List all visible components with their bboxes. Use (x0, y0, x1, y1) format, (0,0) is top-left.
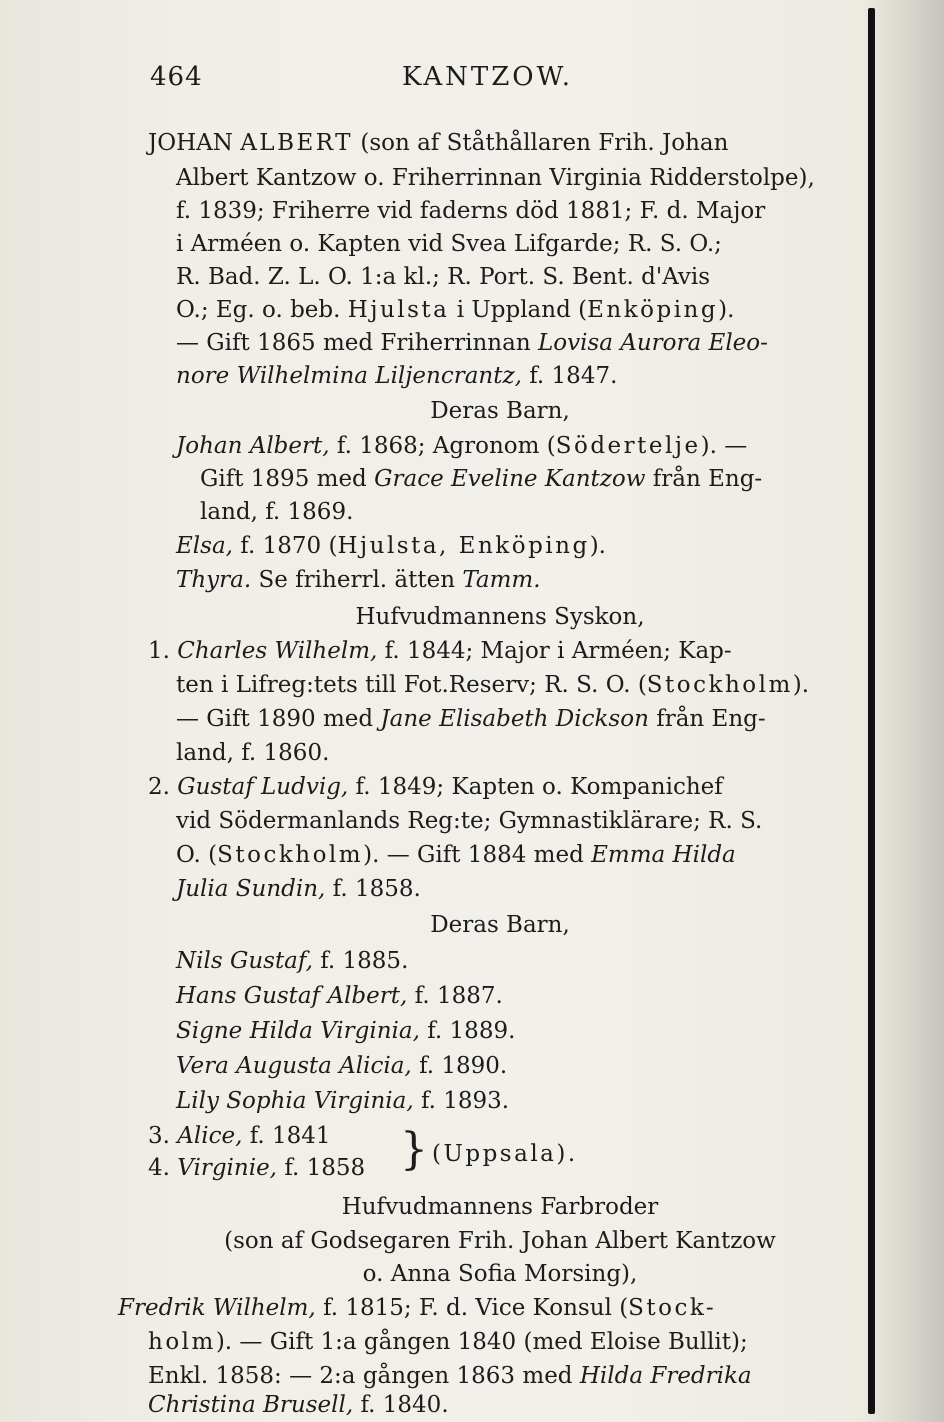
child-thyra (176, 563, 541, 597)
entry-name-first: JOHAN (148, 130, 233, 156)
uncle-parentage-1: (son af Godsegaren Frih. Johan Albert Kantzow (224, 1228, 776, 1254)
entry-line-3: f. 1839; Friherre vid faderns död 1881; F. d. Major (176, 198, 766, 224)
grandchild-4 (176, 1049, 507, 1083)
grandchild-5 (176, 1084, 509, 1118)
uncle-marriage-2: Enkl. 1858: — 2:a gången 1863 med (148, 1363, 573, 1389)
entry-line-7 (176, 326, 768, 360)
sibling-1-close: ). (792, 672, 810, 698)
child-elsa-born: f. 1870 ( (240, 533, 338, 559)
entry-estate-prefix: O.; Eg. o. beb. (176, 297, 341, 323)
entry-line-6 (176, 293, 734, 327)
page-edge-line (868, 8, 875, 1414)
child-johan-marriage: Gift 1895 med (200, 466, 367, 492)
uncle-marriage-1: ). — Gift 1:a gången 1840 (med Eloise Bullit); (215, 1329, 748, 1355)
sibling-3 (148, 1119, 331, 1153)
entry-marriage: — Gift 1865 med Friherrinnan (176, 330, 531, 356)
grandchild-5-born: f. 1893. (420, 1088, 510, 1114)
grandchild-4-born: f. 1890. (419, 1053, 508, 1079)
grandchild-1 (176, 944, 408, 978)
child-thyra-name: Thyra. (176, 567, 252, 593)
entry-line-2: Albert Kantzow o. Friherrinnan Virginia Ridderstolpe), (176, 165, 815, 191)
grandchild-1-name: Nils Gustaf, (176, 948, 313, 974)
child-johan-line-3: land, f. 1869. (200, 499, 354, 525)
entry-spouse-born: f. 1847. (529, 363, 618, 389)
sibling-3-born: f. 1841 (249, 1123, 331, 1149)
grandchild-4-name: Vera Augusta Alicia, (176, 1053, 412, 1079)
sibling-1-career: ten i Lifreg:tets till Fot.Reserv; R. S. O. ( (176, 672, 647, 698)
sibling-2-place: Stockholm (217, 842, 364, 868)
child-elsa-place: Hjulsta, Enköping (337, 533, 590, 559)
sibling-4-born: f. 1858 (284, 1155, 366, 1181)
uncle-line-1 (118, 1291, 716, 1325)
sibling-4-number: 4. (148, 1155, 170, 1181)
entry-name-second: ALBERT (240, 130, 354, 156)
sibling-2 (148, 770, 723, 804)
entry-estate-close: ). (718, 297, 735, 323)
sibling-2-children-heading: Deras Barn, (430, 912, 570, 938)
child-elsa-name: Elsa, (176, 533, 233, 559)
uncle-parentage-2: o. Anna Sofia Morsing), (362, 1261, 638, 1287)
grandchild-3 (176, 1014, 515, 1048)
grandchild-2 (176, 979, 503, 1013)
entry-parentage: (son af Ståthållaren Frih. Johan (360, 130, 729, 156)
entry-spouse-name-a: Lovisa Aurora Eleo- (537, 330, 768, 356)
sibling-2-line-2: vid Södermanlands Reg:te; Gymnastiklärare; R. S. (176, 808, 763, 834)
uncle-line-4 (148, 1388, 449, 1422)
sibling-3-number: 3. (148, 1123, 170, 1149)
entry-estate-name: Hjulsta (347, 297, 450, 323)
sibling-1-line-2 (176, 668, 809, 702)
child-thyra-note: Se friherrl. ätten (258, 567, 456, 593)
sibling-3-4-brace: } (400, 1124, 428, 1175)
sibling-2-line-4 (176, 872, 421, 906)
entry-line-8 (176, 359, 617, 393)
sibling-1 (148, 634, 732, 668)
page-number: 464 (150, 62, 203, 92)
entry-line-5: R. Bad. Z. L. O. 1:a kl.; R. Port. S. Bent. d'Avis (176, 264, 711, 290)
child-johan-origin: från Eng- (652, 466, 763, 492)
children-heading: Deras Barn, (430, 398, 570, 424)
uncle-name: Fredrik Wilhelm, (118, 1295, 316, 1321)
child-johan (176, 429, 747, 463)
child-johan-born: f. 1868; Agronom ( (336, 433, 556, 459)
sibling-3-name: Alice, (177, 1123, 243, 1149)
sibling-2-marriage: ). — Gift 1884 med (363, 842, 584, 868)
sibling-2-spouse-a: Emma Hilda (591, 842, 736, 868)
sibling-1-place: Stockholm (646, 672, 793, 698)
uncle-spouse-a: Hilda Fredrika (579, 1363, 752, 1389)
grandchild-3-name: Signe Hilda Virginia, (176, 1018, 420, 1044)
sibling-4 (148, 1151, 365, 1185)
page-header (150, 62, 850, 102)
grandchild-5-name: Lily Sophia Virginia, (176, 1088, 414, 1114)
entry-estate-town: Enköping (587, 297, 719, 323)
sibling-1-info: f. 1844; Major i Arméen; Kap- (384, 638, 732, 664)
entry-spouse-name-b: nore Wilhelmina Liljencrantz, (176, 363, 522, 389)
sibling-2-number: 2. (148, 774, 170, 800)
sibling-1-number: 1. (148, 638, 170, 664)
grandchild-1-born: f. 1885. (320, 948, 409, 974)
sibling-1-name: Charles Wilhelm, (177, 638, 378, 664)
uncle-line-2 (148, 1325, 748, 1359)
grandchild-2-name: Hans Gustaf Albert, (176, 983, 408, 1009)
sibling-3-4-place: (Uppsala). (432, 1141, 578, 1167)
sibling-2-prefix: O. ( (176, 842, 218, 868)
entry-line-1 (148, 126, 728, 160)
child-johan-spouse: Grace Eveline Kantzow (374, 466, 646, 492)
entry-line-4: i Arméen o. Kapten vid Svea Lifgarde; R. S. O.; (176, 231, 722, 257)
sibling-4-name: Virginie, (177, 1155, 277, 1181)
child-johan-name: Johan Albert, (176, 433, 330, 459)
sibling-2-info: f. 1849; Kapten o. Kompanichef (355, 774, 723, 800)
sibling-1-line-4: land, f. 1860. (176, 740, 330, 766)
child-johan-place: Södertelje (555, 433, 701, 459)
child-thyra-ref: Tamm. (462, 567, 541, 593)
sibling-2-spouse-b: Julia Sundin, (176, 876, 326, 902)
child-johan-close: ). — (700, 433, 748, 459)
uncle-spouse-born: f. 1840. (360, 1392, 449, 1418)
child-elsa (176, 529, 606, 563)
child-elsa-close: ). (589, 533, 606, 559)
uncle-spouse-b: Christina Brusell, (148, 1392, 354, 1418)
sibling-2-name: Gustaf Ludvig, (177, 774, 349, 800)
uncle-place-a: Stock- (628, 1295, 717, 1321)
siblings-heading: Hufvudmannens Syskon, (355, 604, 645, 630)
grandchild-3-born: f. 1889. (427, 1018, 516, 1044)
uncle-place-b: holm (148, 1329, 216, 1355)
sibling-1-origin: från Eng- (656, 706, 766, 732)
entry-estate-region: i Uppland ( (456, 297, 588, 323)
sibling-1-marriage: — Gift 1890 med (176, 706, 374, 732)
child-johan-line-2 (200, 462, 762, 496)
sibling-1-spouse: Jane Elisabeth Dickson (380, 706, 649, 732)
uncle-heading: Hufvudmannens Farbroder (341, 1194, 659, 1220)
sibling-2-line-3 (176, 838, 736, 872)
uncle-info: f. 1815; F. d. Vice Konsul ( (323, 1295, 629, 1321)
sibling-1-line-3 (176, 702, 766, 736)
grandchild-2-born: f. 1887. (414, 983, 503, 1009)
sibling-2-spouse-born: f. 1858. (332, 876, 421, 902)
running-head: KANTZOW. (402, 62, 574, 92)
